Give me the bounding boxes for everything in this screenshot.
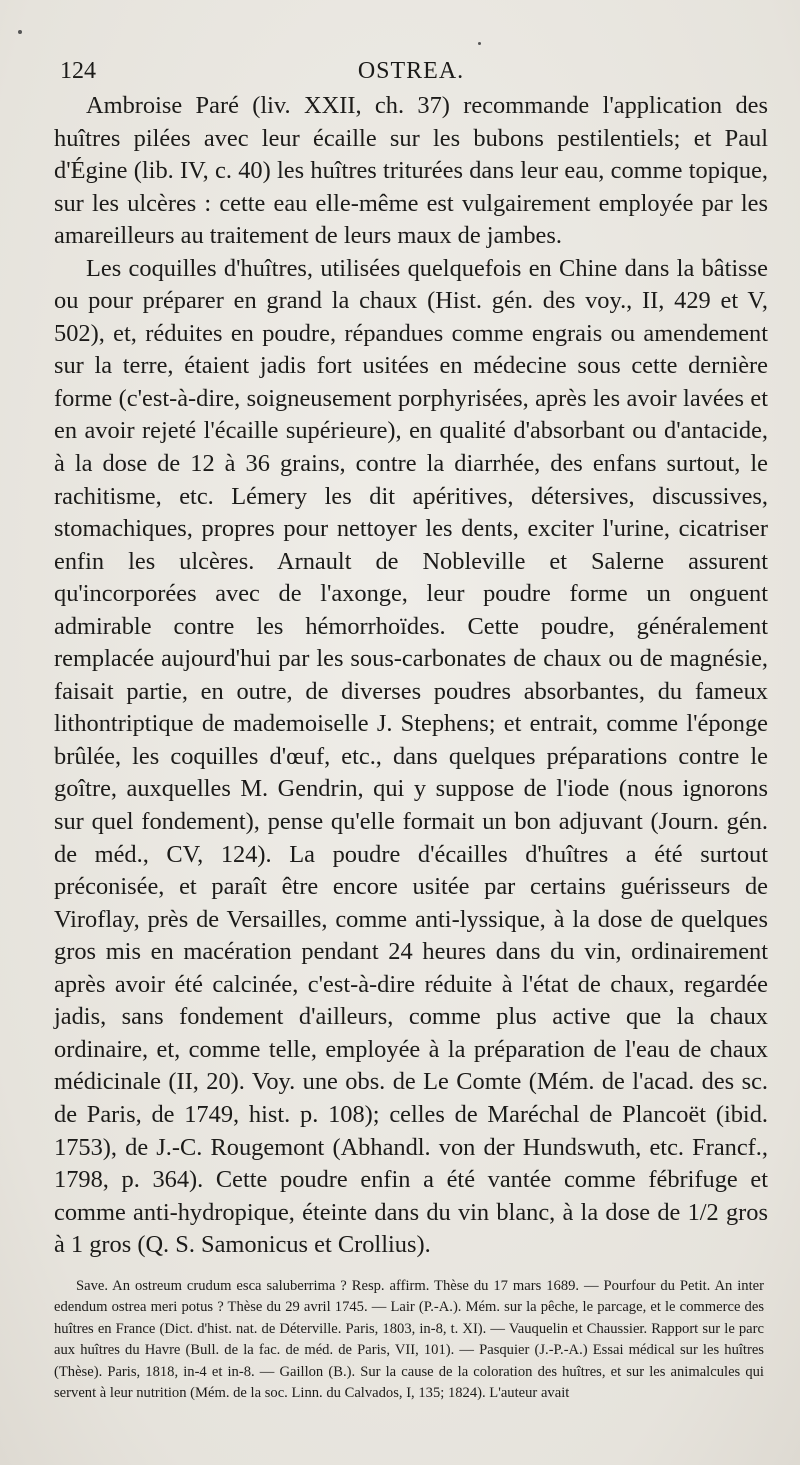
- ink-speck: [478, 42, 481, 45]
- paragraph: Ambroise Paré (liv. XXII, ch. 37) recommande l'application des huîtres pilées avec leur écaille sur les bubons pestilentiels; et Paul d'Égine (lib. IV, c. 40) les huîtres triturées dans leur eau, comme topique, sur les ulcères : cette eau elle-même est vulgairement employée par les amareilleurs au traitement de leurs maux de jambes.: [54, 92, 768, 250]
- ink-speck: [18, 30, 22, 34]
- page-number: 124: [60, 58, 96, 84]
- main-text: [54, 90, 768, 1262]
- page-header: [54, 48, 768, 90]
- paragraph: Les coquilles d'huîtres, utilisées quelquefois en Chine dans la bâtisse ou pour préparer en grand la chaux (Hist. gén. des voy., II, 429 et V, 502), et, réduites en poudre, répandues comme engrais ou amendement sur la terre, étaient jadis fort usitées en médecine sous cette dernière forme (c'est-à-dire, soigneusement porphyrisées, après les avoir lavées et en avoir rejeté l'écaille supérieure), en qualité d'absorbant ou d'antacide, à la dose de 12 à 36 grains, contre la diarrhée, des enfans surtout, le rachitisme, etc. Lémery les dit apéritives, détersives, discussives, stomachiques, propres pour nettoyer les dents, exciter l'urine, cicatriser enfin les ulcères. Arnault de Nobleville et Salerne assurent qu'incorporées avec de l'axonge, leur poudre forme un onguent admirable contre les hémorrhoïdes. Cette poudre, généralement remplacée aujourd'hui par les sous-carbonates de chaux ou de magnésie, faisait partie, en outre, de diverses poudres absorbantes, du fameux lithontriptique de mademoiselle J. Stephens; et entrait, comme l'éponge brûlée, les coquilles d'œuf, etc., dans quelques préparations contre le goître, auxquelles M. Gendrin, qui y suppose de l'iode (nous ignorons sur quel fondement), pense qu'elle formait un bon adjuvant (Journ. gén. de méd., CV, 124). La poudre d'écailles d'huîtres a été surtout préconisée, et paraît être encore usitée par certains guérisseurs de Viroflay, près de Versailles, comme anti-lyssique, à la dose de quelques gros mis en macération pendant 24 heures dans du vin, ordinairement après avoir été calcinée, c'est-à-dire réduite à l'état de chaux, regardée jadis, sans fondement d'ailleurs, comme plus active que la chaux ordinaire, et, comme telle, employée à la préparation de l'eau de chaux médicinale (II, 20). Voy. une obs. de Le Comte (Mém. de l'acad. des sc. de Paris, de 1749, hist. p. 108); celles de Maréchal de Plancoët (ibid. 1753), de J.-C. Rougemont (Abhandl. von der Hundswuth, etc. Francf., 1798, p. 364). Cette poudre enfin a été vantée comme fébrifuge et comme anti-hydropique, éteinte dans du vin blanc, à la dose de 1/2 gros à 1 gros (Q. S. Samonicus et Crollius).: [54, 254, 768, 1259]
- bibliography-notes: Save. An ostreum crudum esca saluberrima ? Resp. affirm. Thèse du 17 mars 1689. — Pourfour du Petit. An inter edendum ostrea meri potus ? Thèse du 29 avril 1745. — Lair (P.-A.). Mém. sur la pêche, le parcage, et le commerce des huîtres en France (Dict. d'hist. nat. de Déterville. Paris, 1803, in-8, t. XI). — Vauquelin et Chaussier. Rapport sur le parc aux huîtres du Havre (Bull. de la fac. de méd. de Paris, VII, 101). — Pasquier (J.-P.-A.) Essai médical sur les huîtres (Thèse). Paris, 1818, in-4 et in-8. — Gaillon (B.). Sur la cause de la coloration des huîtres, et sur les animalcules qui servent à leur nutrition (Mém. de la soc. Linn. du Calvados, I, 135; 1824). L'auteur avait: [54, 1277, 764, 1402]
- running-title: OSTREA.: [357, 58, 465, 84]
